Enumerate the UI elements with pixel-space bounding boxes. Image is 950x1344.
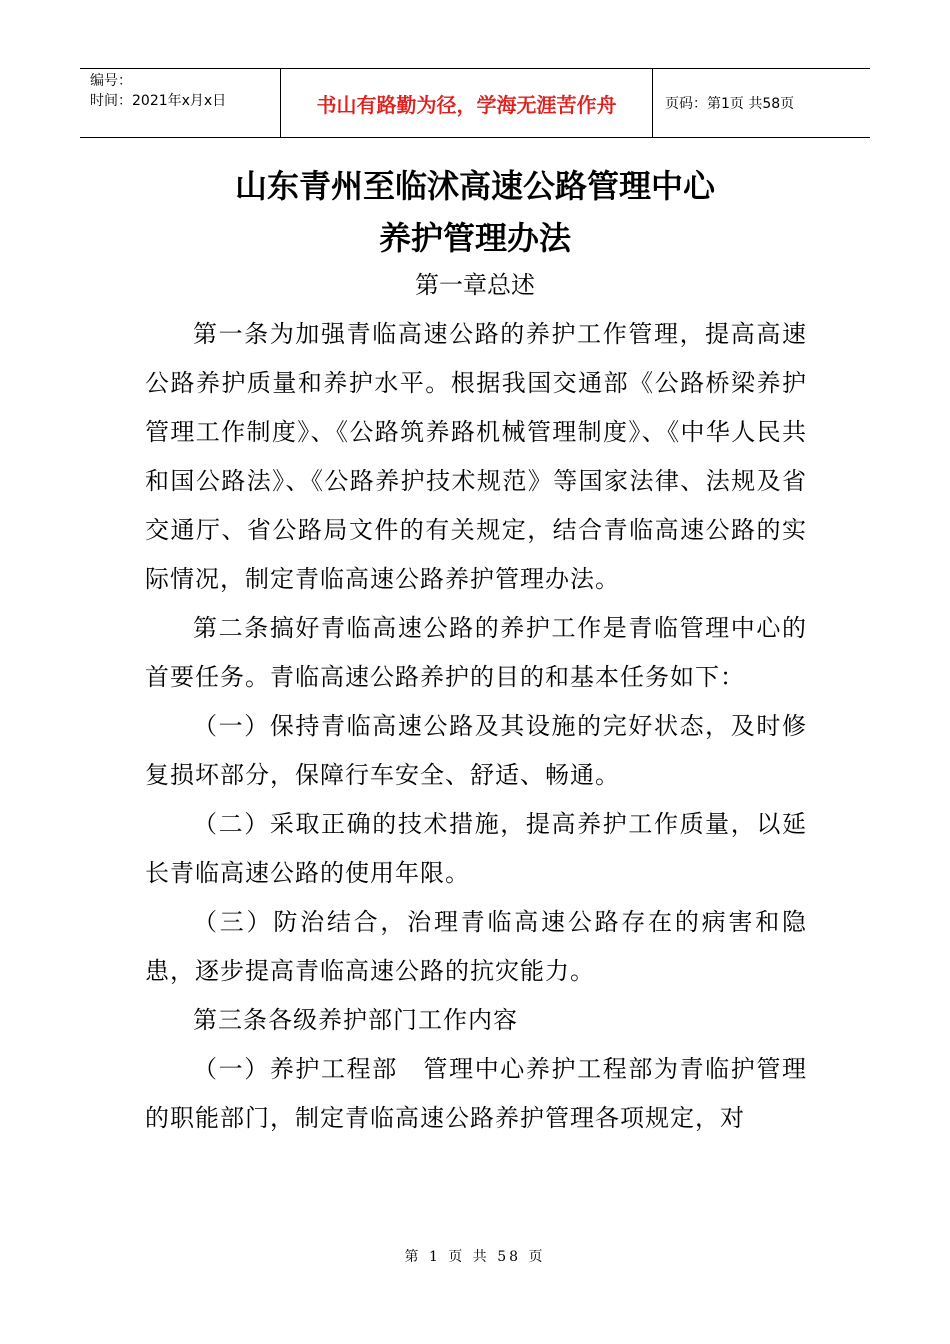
document-time-label: 时间：2021年x月x日 <box>90 93 227 109</box>
paragraph-article-3: 第三条各级养护部门工作内容 <box>193 1006 518 1034</box>
paragraph-item-3: （三）防治结合，治理青临高速公路存在的病害和隐患，逐步提高青临高速公路的抗灾能力。 <box>145 908 807 985</box>
document-title-line-1: 山东青州至临沭高速公路管理中心 <box>234 167 715 205</box>
page-footer: 第 1 页 共 58 页 <box>404 1249 546 1265</box>
document-header <box>80 68 870 138</box>
paragraph-item-2: （二）采取正确的技术措施，提高养护工作质量，以延长青临高速公路的使用年限。 <box>145 810 807 887</box>
header-page-info: 页码：第1页 共58页 <box>665 96 795 112</box>
document-title-line-2: 养护管理办法 <box>378 219 571 257</box>
header-meta <box>80 69 281 137</box>
header-motto: 书山有路勤为径，学海无涯苦作舟 <box>281 69 653 137</box>
paragraph-article-2: 第二条搞好青临高速公路的养护工作是青临管理中心的首要任务。青临高速公路养护的目的和基本任务如下： <box>145 614 807 691</box>
paragraph-item-1: （一）保持青临高速公路及其设施的完好状态，及时修复损坏部分，保障行车安全、舒适、畅通。 <box>145 712 807 789</box>
paragraph-article-1: 第一条为加强青临高速公路的养护工作管理，提高高速公路养护质量和养护水平。根据我国交通部《公路桥梁养护管理工作制度》、《公路筑养路机械管理制度》、《中华人民共和国公路法》、《公路养护技术规范》等国家法律、法规及省交通厅、省公路局文件的有关规定，结合青临高速公路的实际情况，制定青临高速公路养护管理办法。 <box>145 320 807 593</box>
document-number-label: 编号： <box>90 73 132 89</box>
chapter-heading: 第一章总述 <box>415 271 535 299</box>
document-body <box>145 310 807 1143</box>
paragraph-article-3-item-1: （一）养护工程部 管理中心养护工程部为青临护管理的职能部门，制定青临高速公路养护管理各项规定，对 <box>145 1055 807 1132</box>
